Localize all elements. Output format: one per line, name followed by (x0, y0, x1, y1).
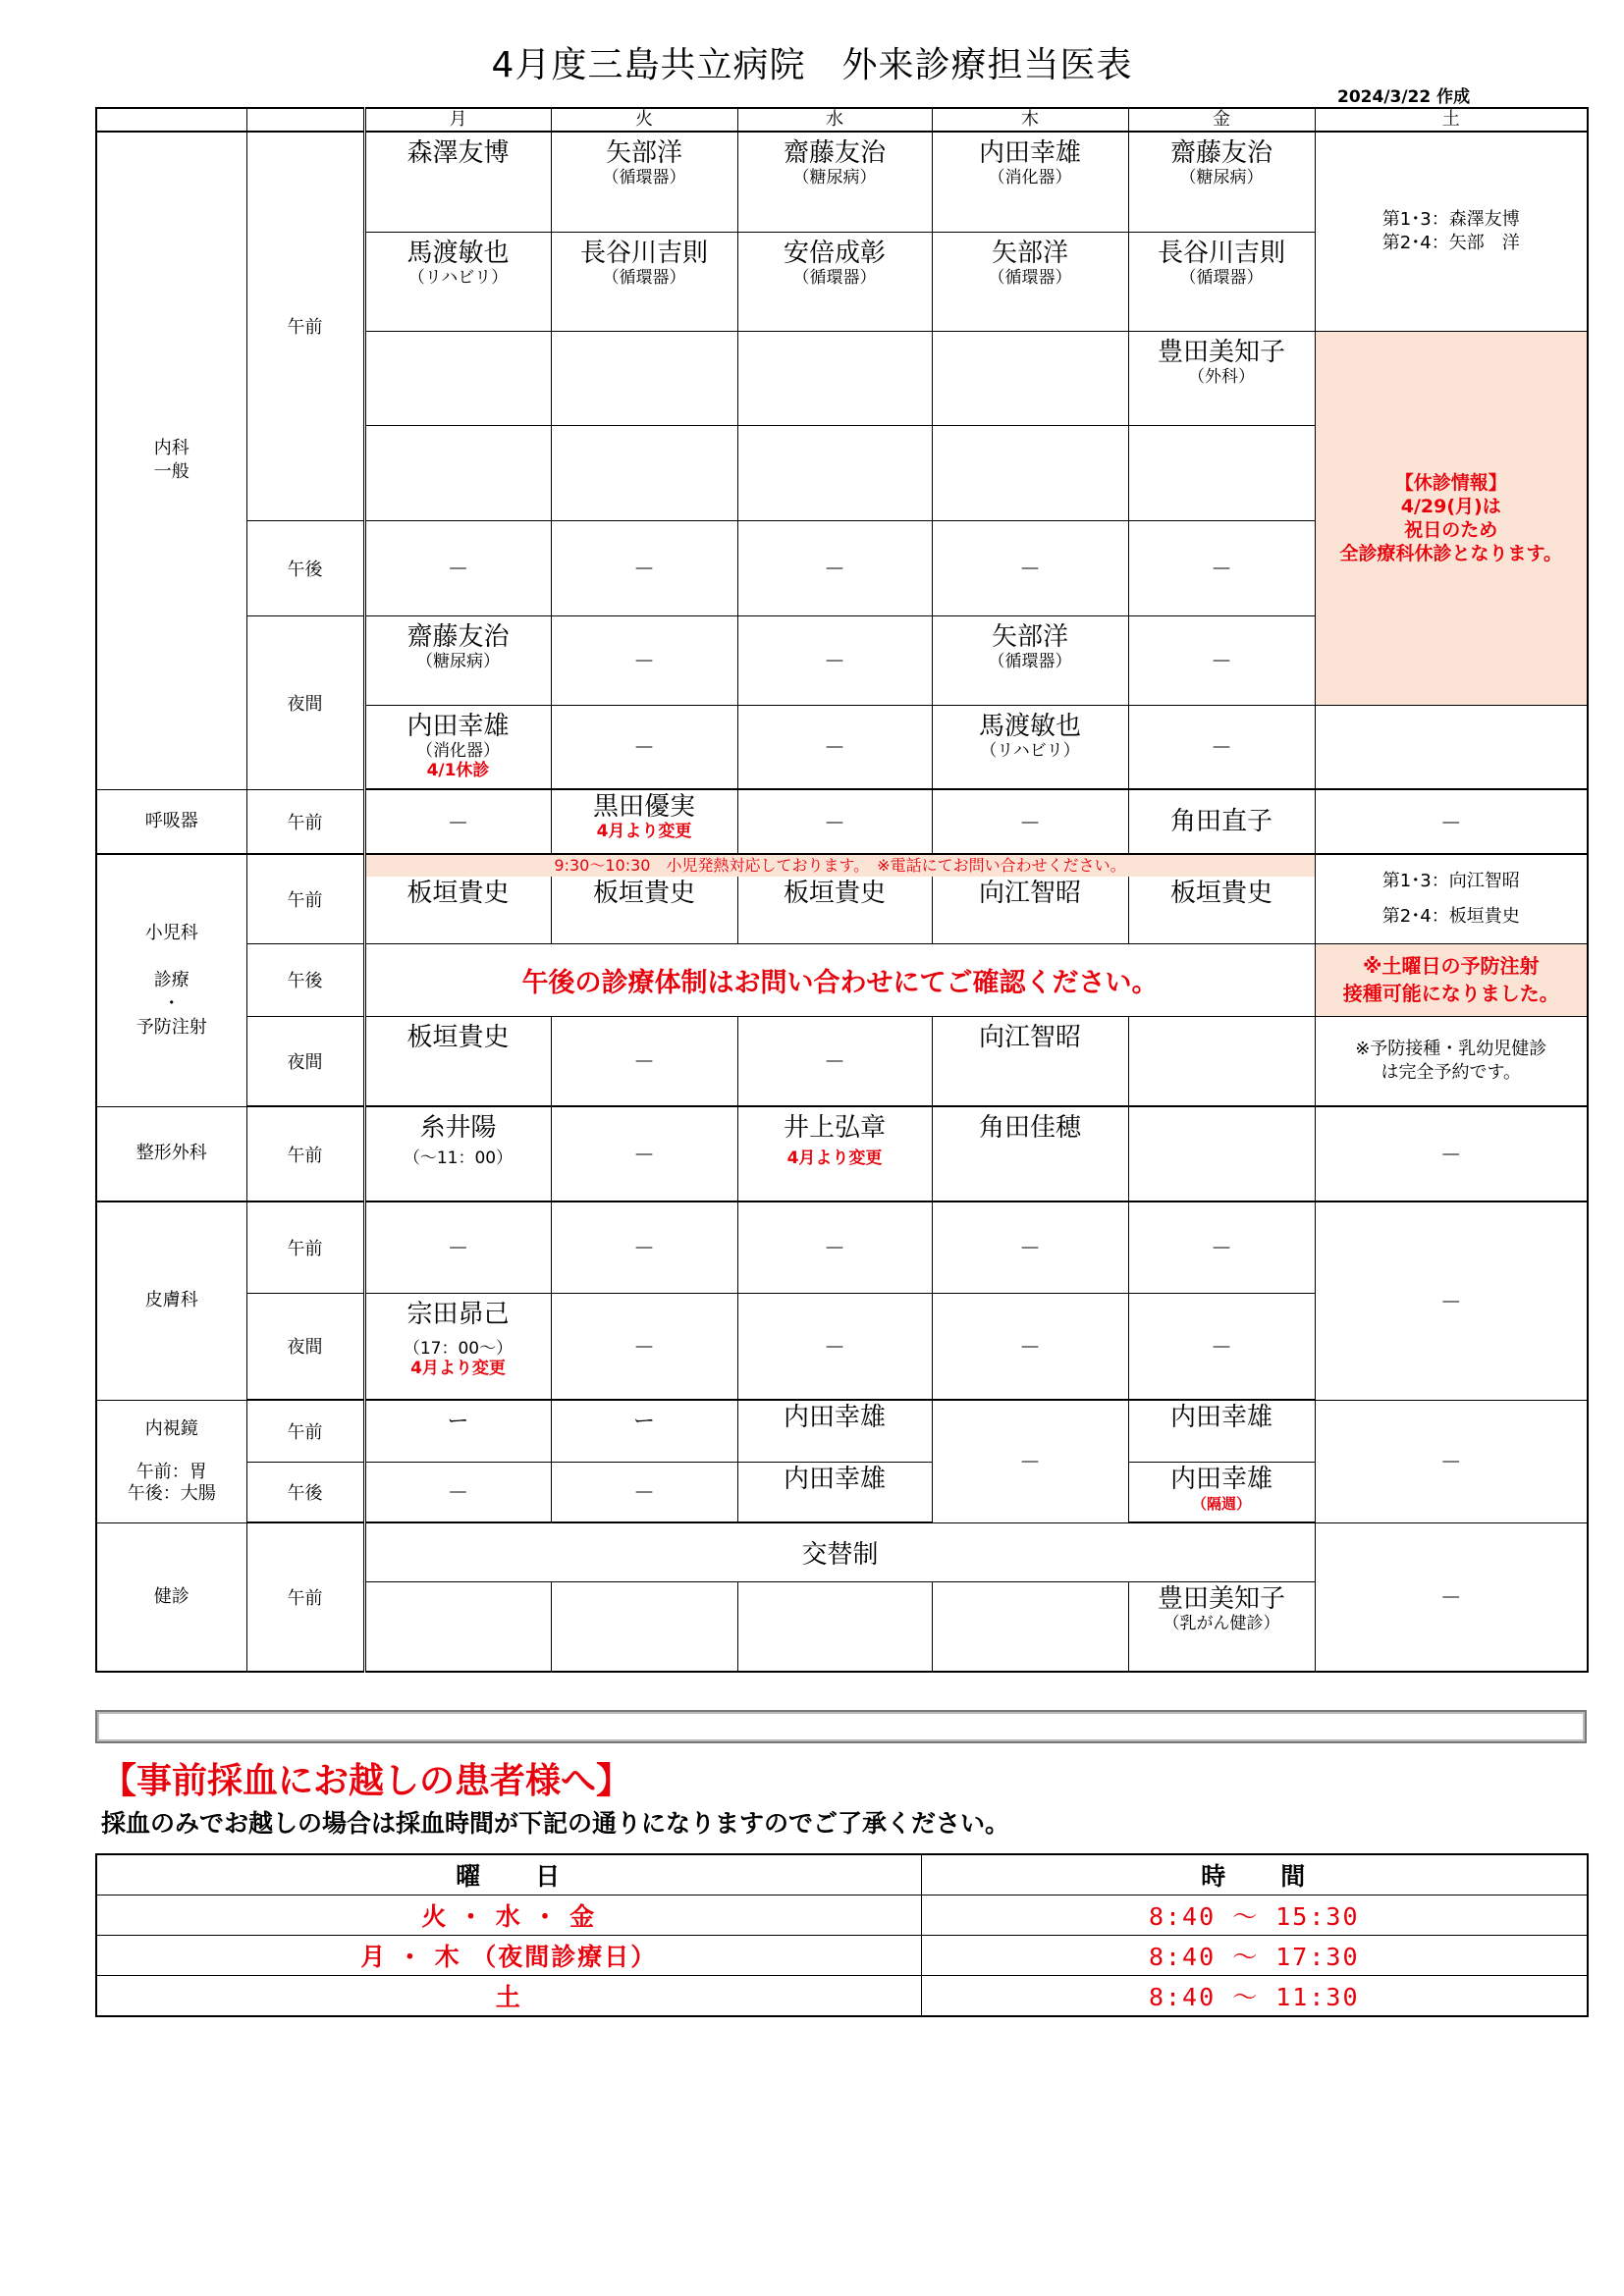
period-am: 午前 (246, 1522, 364, 1672)
doctor-specialty: （消化器） (988, 168, 1072, 187)
doctor-specialty: （循環器） (1179, 267, 1264, 288)
doctor-cell (364, 1106, 551, 1201)
doctor-cell (1128, 331, 1315, 425)
doctor-specialty: （糖尿病） (1179, 168, 1264, 187)
dash-cell: － (551, 705, 737, 789)
doctor-cell (364, 232, 551, 331)
header-blank (96, 108, 246, 132)
doctor-cell (1128, 232, 1315, 331)
seikei-row (96, 1106, 1588, 1201)
doctor-cell (364, 705, 551, 789)
doctor-specialty: （循環器） (988, 267, 1072, 288)
empty-cell (737, 331, 932, 425)
dash-cell: － (364, 1462, 551, 1522)
shonika-night-row (96, 1016, 1588, 1106)
period-am: 午前 (246, 1400, 364, 1462)
doctor-specialty: （糖尿病） (416, 651, 500, 671)
empty-cell (932, 425, 1128, 520)
dash-cell: － (551, 1106, 737, 1201)
blood-row (96, 1896, 1588, 1936)
rotation-cell: 交替制 (364, 1522, 1315, 1581)
empty-cell (1128, 425, 1315, 520)
blood-time: 8:40 ～ 17:30 (921, 1936, 1588, 1976)
dash-cell: － (551, 1016, 737, 1106)
period-am: 午前 (246, 1106, 364, 1201)
col-day-header: 曜 日 (96, 1854, 921, 1896)
created-date: 2024/3/22 作成 (1337, 87, 1471, 107)
dash-cell: － (1315, 1201, 1588, 1400)
doctor-cell (737, 1462, 932, 1522)
doctor-name: 向江智昭 (978, 879, 1081, 908)
empty-cell (364, 425, 551, 520)
col-time-header: 時 間 (921, 1854, 1588, 1896)
doctor-name: 内田幸雄 (978, 138, 1081, 168)
doctor-cell (364, 615, 551, 705)
doctor-name: 内田幸雄 (1169, 1464, 1272, 1494)
doctor-name: 板垣貴史 (406, 1022, 510, 1052)
period-am: 午前 (246, 854, 364, 943)
doctor-name: 長谷川吉則 (579, 238, 708, 268)
doctor-cell (737, 1106, 932, 1201)
header-row (96, 108, 1588, 132)
change-note: 4月より変更 (786, 1148, 883, 1168)
doctor-name: 馬渡敏也 (978, 711, 1081, 741)
dash-cell: － (737, 615, 932, 705)
doctor-name: 板垣貴史 (1169, 879, 1272, 908)
doctor-cell (551, 132, 737, 232)
doctor-cell (932, 705, 1128, 789)
shonika-band-row (96, 854, 1588, 877)
fever-notice-band: 9:30～10:30 小児発熱対応しております。 ※電話にてお問い合わせください。 (364, 854, 1315, 877)
doctor-hours: （17：00～） (403, 1338, 514, 1359)
doctor-name: 宗田昴己 (406, 1299, 510, 1329)
doctor-name: 井上弘章 (783, 1113, 886, 1143)
doctor-cell (932, 615, 1128, 705)
dash-cell: － (1128, 1293, 1315, 1400)
doctor-cell (932, 132, 1128, 232)
doctor-specialty: （リハビリ） (407, 267, 509, 288)
dash-cell: － (551, 1293, 737, 1400)
hifuka-am-row (96, 1201, 1588, 1293)
dash-cell: － (364, 1201, 551, 1293)
empty-cell (737, 1581, 932, 1672)
dept-shonika: 小児科 診療 ・ 予防注射 (96, 854, 246, 1106)
dash-cell: － (932, 520, 1128, 615)
doctor-cell (1128, 1581, 1315, 1672)
blood-day: 土 (96, 1976, 921, 2017)
blood-draw-title: 【事前採血にお越しの患者様へ】 (101, 1761, 632, 1801)
period-am: 午前 (246, 1201, 364, 1293)
dash-cell: － (737, 789, 932, 854)
doctor-cell (932, 1016, 1128, 1106)
day-header: 金 (1128, 108, 1315, 132)
dash-cell: － (364, 520, 551, 615)
kenshin-row1 (96, 1522, 1588, 1581)
empty-cell (364, 331, 551, 425)
day-header: 木 (932, 108, 1128, 132)
doctor-name: 矢部洋 (605, 138, 682, 168)
doctor-cell (551, 789, 737, 854)
doctor-name: 齋藤友治 (1169, 138, 1272, 168)
schedule-table (95, 107, 1589, 1673)
empty-cell (551, 425, 737, 520)
biweekly-note: （隔週） (1191, 1494, 1251, 1513)
doctor-cell (1128, 877, 1315, 943)
doctor-cell (737, 232, 932, 331)
doctor-name: 矢部洋 (991, 621, 1068, 652)
dash-cell: － (932, 789, 1128, 854)
doctor-cell (1128, 1400, 1315, 1462)
doctor-cell (932, 232, 1128, 331)
blood-draw-table (95, 1853, 1589, 2017)
dash-cell: － (1128, 705, 1315, 789)
kokyuki-row (96, 789, 1588, 854)
empty-cell (932, 331, 1128, 425)
shonika-pm-row (96, 943, 1588, 1016)
period-night: 夜間 (246, 615, 364, 789)
empty-cell (1128, 1106, 1315, 1201)
dash-cell: － (551, 520, 737, 615)
empty-cell (1128, 1016, 1315, 1106)
doctor-name: 内田幸雄 (783, 1464, 886, 1494)
period-am: 午前 (246, 132, 364, 520)
dash-cell: ー (364, 1400, 551, 1462)
naika-am-row1 (96, 132, 1588, 232)
doctor-cell (1128, 1462, 1315, 1522)
doctor-name: 豊田美知子 (1157, 1583, 1285, 1614)
doctor-cell (551, 877, 737, 943)
sat-vaccine-notice: ※土曜日の予防注射 接種可能になりました。 (1315, 943, 1588, 1016)
empty-cell (737, 425, 932, 520)
doctor-specialty: （乳がん健診） (1163, 1613, 1280, 1633)
dash-cell: － (1128, 520, 1315, 615)
dash-cell: － (551, 1462, 737, 1522)
doctor-specialty: （外科） (1188, 366, 1255, 387)
dept-kokyuki: 呼吸器 (96, 789, 246, 854)
dash-cell: － (1315, 1522, 1588, 1672)
period-night: 夜間 (246, 1016, 364, 1106)
day-header: 水 (737, 108, 932, 132)
dash-cell: － (932, 1201, 1128, 1293)
doctor-specialty: （循環器） (602, 168, 686, 187)
closure-note: 4/1休診 (426, 760, 490, 780)
period-am: 午前 (246, 789, 364, 854)
dash-cell: － (1315, 789, 1588, 854)
closure-notice: 【休診情報】 4/29(月)は 祝日のため 全診療科休診となります。 (1315, 331, 1588, 705)
period-pm: 午後 (246, 1462, 364, 1522)
day-header: 月 (364, 108, 551, 132)
blood-time: 8:40 ～ 11:30 (921, 1976, 1588, 2017)
sat-shonika-am: 第1･3：向江智昭 第2･4：板垣貴史 (1315, 854, 1588, 943)
page-title: 4月度三島共立病院 外来診療担当医表 (491, 45, 1133, 85)
doctor-name: 角田直子 (1169, 807, 1272, 836)
doctor-cell (932, 877, 1128, 943)
dash-cell: － (1315, 1400, 1588, 1522)
dept-seikei: 整形外科 (96, 1106, 246, 1201)
header-blank (246, 108, 364, 132)
doctor-name: 馬渡敏也 (406, 238, 510, 268)
doctor-name: 糸井陽 (419, 1113, 497, 1143)
doctor-name: 黒田優実 (592, 792, 695, 822)
doctor-cell (1128, 132, 1315, 232)
doctor-name: 向江智昭 (978, 1022, 1081, 1052)
doctor-specialty: （糖尿病） (792, 168, 877, 187)
empty-cell (551, 331, 737, 425)
doctor-cell (364, 1293, 551, 1400)
pm-inquiry-notice: 午後の診療体制はお問い合わせにてご確認ください。 (364, 943, 1315, 1016)
dash-cell: － (1128, 615, 1315, 705)
doctor-cell (551, 232, 737, 331)
dash-cell: － (551, 1201, 737, 1293)
period-pm: 午後 (246, 943, 364, 1016)
blood-day: 月 ・ 木 （夜間診療日） (96, 1936, 921, 1976)
period-night: 夜間 (246, 1293, 364, 1400)
doctor-cell (1128, 789, 1315, 854)
doctor-name: 板垣貴史 (592, 879, 695, 908)
doctor-cell (737, 877, 932, 943)
change-note: 4月より変更 (410, 1358, 506, 1378)
dept-hifuka: 皮膚科 (96, 1201, 246, 1400)
doctor-name: 角田佳穂 (978, 1113, 1081, 1143)
blood-row (96, 1976, 1588, 2017)
empty-cell (364, 1581, 551, 1672)
blood-time: 8:40 ～ 15:30 (921, 1896, 1588, 1936)
blank-box (95, 1710, 1587, 1743)
dash-cell: － (1128, 1201, 1315, 1293)
dept-naishikyo: 内視鏡 午前：胃 午後：大腸 (96, 1400, 246, 1522)
period-pm: 午後 (246, 520, 364, 615)
empty-cell (551, 1581, 737, 1672)
doctor-name: 内田幸雄 (406, 711, 510, 741)
doctor-cell (364, 877, 551, 943)
doctor-name: 森澤友博 (406, 138, 510, 168)
doctor-cell (364, 132, 551, 232)
dash-cell: － (737, 1016, 932, 1106)
change-note: 4月より変更 (596, 822, 692, 841)
dash-cell: － (364, 789, 551, 854)
doctor-cell (364, 1016, 551, 1106)
doctor-cell (737, 132, 932, 232)
blood-row (96, 1936, 1588, 1976)
doctor-name: 安倍成彰 (783, 238, 886, 268)
doctor-name: 齋藤友治 (783, 138, 886, 168)
blood-header-row (96, 1854, 1588, 1896)
dash-cell: － (737, 520, 932, 615)
sat-naika-am: 第1･3：森澤友博 第2･4：矢部 洋 (1315, 132, 1588, 331)
naishikyo-am-row (96, 1400, 1588, 1462)
empty-cell (932, 1581, 1128, 1672)
doctor-name: 矢部洋 (991, 238, 1068, 268)
doctor-name: 豊田美知子 (1157, 337, 1285, 367)
dept-naika: 内科 一般 (96, 132, 246, 789)
doctor-specialty: （リハビリ） (980, 740, 1080, 761)
dash-cell: － (737, 1293, 932, 1400)
dash-cell: ー (551, 1400, 737, 1462)
doctor-specialty: （消化器） (416, 740, 500, 761)
doctor-specialty: （循環器） (988, 651, 1072, 671)
dash-cell: － (551, 615, 737, 705)
doctor-name: 長谷川吉則 (1157, 238, 1285, 268)
blood-day: 火 ・ 水 ・ 金 (96, 1896, 921, 1936)
doctor-hours: （～11：00） (403, 1148, 514, 1168)
doctor-name: 内田幸雄 (1169, 1403, 1272, 1432)
doctor-name: 内田幸雄 (783, 1403, 886, 1432)
dash-cell: － (932, 1293, 1128, 1400)
doctor-name: 板垣貴史 (783, 879, 886, 908)
blood-draw-subtitle: 採血のみでお越しの場合は採血時間が下記の通りになりますのでご了承ください。 (101, 1809, 1010, 1838)
dash-cell: － (932, 1400, 1128, 1522)
doctor-cell (932, 1106, 1128, 1201)
sat-reservation-note: ※予防接種・乳幼児健診 は完全予約です。 (1315, 1016, 1588, 1106)
dept-kenshin: 健診 (96, 1522, 246, 1672)
dash-cell: － (1315, 1106, 1588, 1201)
doctor-name: 板垣貴史 (406, 879, 510, 908)
day-header: 土 (1315, 108, 1588, 132)
doctor-specialty: （循環器） (602, 267, 686, 288)
doctor-specialty: （循環器） (792, 267, 877, 288)
empty-cell (1315, 705, 1588, 789)
doctor-cell (737, 1400, 932, 1462)
day-header: 火 (551, 108, 737, 132)
dash-cell: － (737, 705, 932, 789)
dash-cell: － (737, 1201, 932, 1293)
doctor-name: 齋藤友治 (406, 621, 510, 652)
